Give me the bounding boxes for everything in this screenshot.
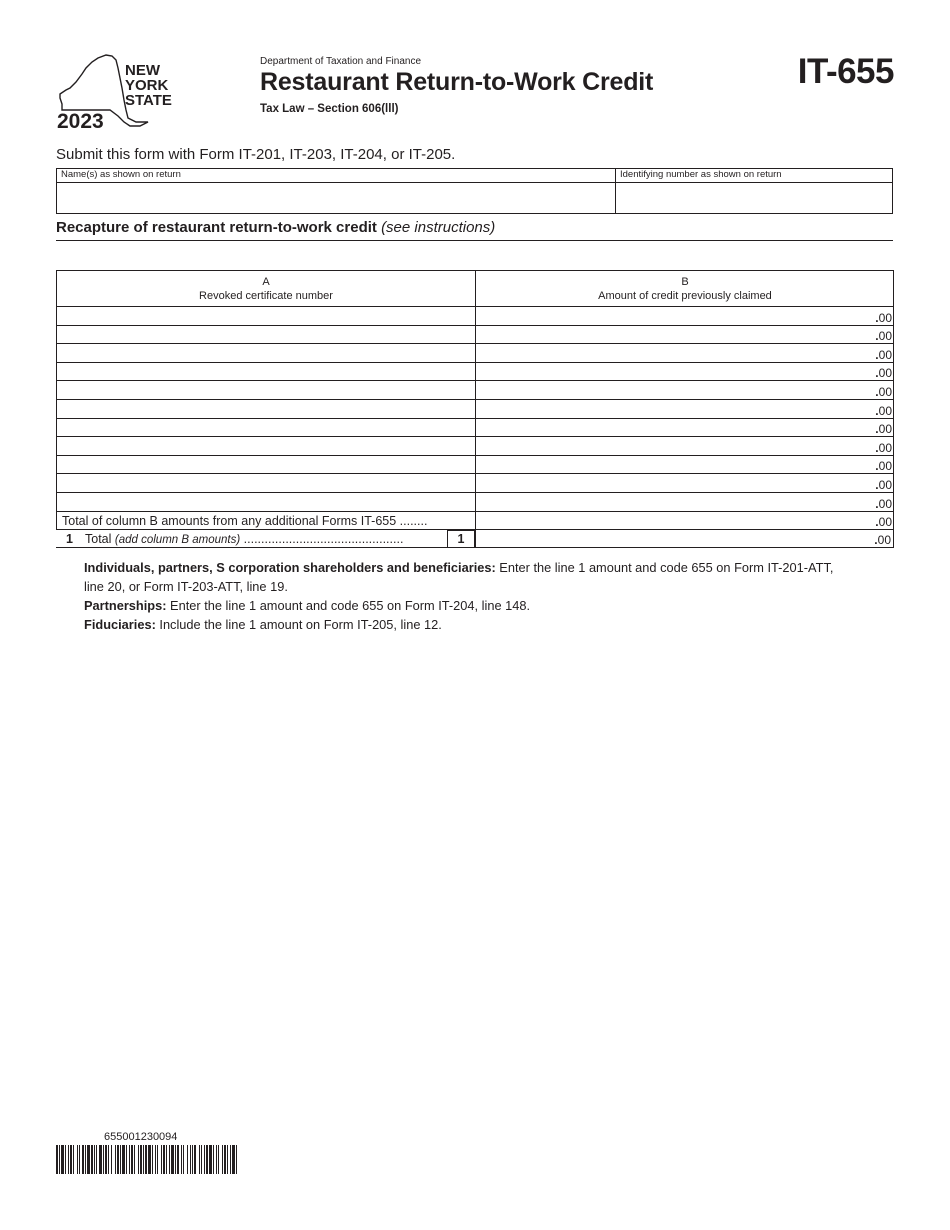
barcode-bar xyxy=(96,1145,97,1174)
additional-forms-row xyxy=(56,512,894,531)
barcode-bar xyxy=(56,1145,58,1174)
table-row xyxy=(56,400,894,419)
barcode-bar xyxy=(201,1145,202,1174)
barcode-bar xyxy=(103,1145,104,1174)
table-header xyxy=(56,270,894,307)
section-hint: (see instructions) xyxy=(381,219,496,236)
credit-amount-cell[interactable] xyxy=(476,437,894,455)
barcode-number: 655001230094 xyxy=(104,1131,178,1143)
certificate-number-cell[interactable] xyxy=(57,326,476,344)
barcode-bar xyxy=(152,1145,153,1174)
barcode-bar xyxy=(187,1145,188,1174)
barcode-bar xyxy=(213,1145,214,1174)
tax-law-reference: Tax Law – Section 606(lll) xyxy=(260,103,399,115)
credit-amount-cell[interactable] xyxy=(476,474,894,492)
table-row xyxy=(56,419,894,438)
column-b-letter: B xyxy=(681,276,689,288)
logo-year: 2023 xyxy=(57,110,104,133)
instruction-partnerships: Partnerships: Enter the line 1 amount and code 655 on Form IT-204, line 148. xyxy=(84,598,531,613)
barcode-bar xyxy=(120,1145,121,1174)
barcode-bar xyxy=(70,1145,72,1174)
barcode-bar xyxy=(82,1145,84,1174)
cents-suffix: .00 xyxy=(875,347,892,362)
barcode-bar xyxy=(206,1145,208,1174)
barcode-bar xyxy=(218,1145,219,1174)
barcode-bar xyxy=(230,1145,231,1174)
barcode-bar xyxy=(126,1145,127,1174)
barcode-bar xyxy=(122,1145,125,1174)
barcode-bar xyxy=(199,1145,200,1174)
cents-suffix: .00 xyxy=(875,422,892,437)
total-amount[interactable] xyxy=(475,530,893,547)
id-number-label: Identifying number as shown on return xyxy=(620,169,782,180)
barcode-bar xyxy=(166,1145,167,1174)
barcode-bar xyxy=(171,1145,174,1174)
cents-suffix: .00 xyxy=(875,477,892,492)
cents-suffix: .00 xyxy=(875,366,892,381)
barcode-bar xyxy=(59,1145,60,1174)
barcode-bar xyxy=(169,1145,170,1174)
certificate-number-cell[interactable] xyxy=(57,474,476,492)
certificate-number-cell[interactable] xyxy=(57,493,476,511)
nys-logo xyxy=(56,52,196,132)
certificate-number-cell[interactable] xyxy=(57,344,476,362)
table-row xyxy=(56,474,894,493)
table-row xyxy=(56,493,894,512)
barcode-bar xyxy=(148,1145,151,1174)
logo-line-1: NEW xyxy=(125,62,160,79)
submit-instruction: Submit this form with Form IT-201, IT-203, IT-204, or IT-205. xyxy=(56,146,456,163)
table-row xyxy=(56,381,894,400)
barcode-bar xyxy=(232,1145,235,1174)
barcode-bar xyxy=(155,1145,156,1174)
barcode-bar xyxy=(115,1145,116,1174)
barcode-bar xyxy=(61,1145,64,1174)
barcode-bar xyxy=(87,1145,90,1174)
barcode-bar xyxy=(77,1145,78,1174)
table-row xyxy=(56,326,894,345)
barcode-bar xyxy=(85,1145,86,1174)
instruction-fiduciaries: Fiduciaries: Include the line 1 amount on Form IT-205, line 12. xyxy=(84,617,442,632)
barcode-bar xyxy=(222,1145,223,1174)
cents-suffix: .00 xyxy=(875,329,892,344)
divider xyxy=(57,182,892,183)
credit-amount-cell[interactable] xyxy=(476,326,894,344)
barcode-bar xyxy=(145,1145,147,1174)
cents-suffix: .00 xyxy=(875,310,892,325)
total-label: Total (add column B amounts) .............................................. xyxy=(85,532,404,547)
section-title: Recapture of restaurant return-to-work credit xyxy=(56,219,377,236)
cents-suffix: .00 xyxy=(875,459,892,474)
credit-amount-cell[interactable] xyxy=(476,381,894,399)
certificate-number-cell[interactable] xyxy=(57,307,476,325)
table-row xyxy=(56,344,894,363)
divider xyxy=(615,169,616,213)
cents-suffix: .00 xyxy=(875,496,892,511)
barcode-bar xyxy=(204,1145,205,1174)
total-row xyxy=(56,530,894,548)
credit-amount-cell[interactable] xyxy=(476,363,894,381)
department-name: Department of Taxation and Finance xyxy=(260,56,422,67)
credit-amount-cell[interactable] xyxy=(476,307,894,325)
additional-forms-label-cell xyxy=(57,512,476,530)
column-b-header xyxy=(476,271,894,306)
barcode-bar xyxy=(99,1145,102,1174)
certificate-number-cell[interactable] xyxy=(57,363,476,381)
barcode-bar xyxy=(183,1145,184,1174)
barcode-bar xyxy=(216,1145,217,1174)
line-number: 1 xyxy=(66,532,73,547)
credit-amount-cell[interactable] xyxy=(476,400,894,418)
cents-suffix: .00 xyxy=(875,515,892,530)
barcode-bar xyxy=(209,1145,212,1174)
certificate-number-cell[interactable] xyxy=(57,381,476,399)
table-row xyxy=(56,456,894,475)
taxpayer-id-box xyxy=(56,168,893,214)
barcode-bar xyxy=(94,1145,95,1174)
column-b-label: Amount of credit previously claimed xyxy=(598,290,772,302)
credit-amount-cell[interactable] xyxy=(476,493,894,511)
cents-suffix: .00 xyxy=(875,403,892,418)
cents-suffix: .00 xyxy=(874,533,891,548)
certificate-number-cell[interactable] xyxy=(57,456,476,474)
barcode-bar xyxy=(192,1145,193,1174)
barcode-bar xyxy=(73,1145,74,1174)
form-title: Restaurant Return-to-Work Credit xyxy=(260,68,654,96)
barcode-bar xyxy=(161,1145,162,1174)
additional-forms-label: Total of column B amounts from any additional Forms IT-655 ........ xyxy=(62,513,428,528)
credit-amount-cell[interactable] xyxy=(476,419,894,437)
barcode-bar xyxy=(157,1145,158,1174)
column-a-label: Revoked certificate number xyxy=(199,290,333,302)
barcode-bar xyxy=(143,1145,144,1174)
barcode-bar xyxy=(129,1145,130,1174)
barcode-bar xyxy=(65,1145,66,1174)
barcode-bar xyxy=(181,1145,182,1174)
barcode-bar xyxy=(236,1145,237,1174)
barcode-bar xyxy=(111,1145,112,1174)
barcode-bar xyxy=(177,1145,179,1174)
barcode-bar xyxy=(190,1145,191,1174)
cents-suffix: .00 xyxy=(875,384,892,399)
barcode-bar xyxy=(175,1145,176,1174)
column-a-letter: A xyxy=(262,276,270,288)
id-number-field[interactable] xyxy=(620,185,892,213)
barcode-bar xyxy=(68,1145,69,1174)
barcode-bar xyxy=(138,1145,139,1174)
credit-amount-cell[interactable] xyxy=(476,344,894,362)
recapture-table xyxy=(56,270,894,548)
barcode-bar xyxy=(163,1145,165,1174)
logo-line-2: YORK xyxy=(125,77,169,94)
barcode-bar xyxy=(134,1145,135,1174)
certificate-number-cell[interactable] xyxy=(57,400,476,418)
barcode-icon xyxy=(56,1145,239,1174)
barcode-bar xyxy=(194,1145,196,1174)
cents-suffix: .00 xyxy=(875,440,892,455)
barcode-bar xyxy=(91,1145,93,1174)
credit-amount-cell[interactable] xyxy=(476,456,894,474)
barcode-bar xyxy=(105,1145,107,1174)
instruction-individuals: Individuals, partners, S corporation shareholders and beneficiaries: Enter the line 1 amount and code 655 on Form IT-201-ATT, line 20, or Form IT-203-ATT, line 19. xyxy=(84,560,834,594)
logo-line-3: STATE xyxy=(125,92,172,109)
name-field[interactable] xyxy=(61,185,615,213)
additional-forms-amount[interactable] xyxy=(476,512,894,530)
form-number: IT-655 xyxy=(797,52,894,91)
barcode-bar xyxy=(117,1145,119,1174)
certificate-number-cell[interactable] xyxy=(57,419,476,437)
barcode-bar xyxy=(79,1145,80,1174)
filing-instructions xyxy=(84,558,844,634)
barcode-bar xyxy=(224,1145,226,1174)
section-heading xyxy=(56,219,893,241)
barcode-bar xyxy=(108,1145,109,1174)
barcode-bar xyxy=(227,1145,228,1174)
certificate-number-cell[interactable] xyxy=(57,437,476,455)
column-a-header xyxy=(57,271,476,306)
line-number-box: 1 xyxy=(447,530,475,547)
table-row xyxy=(56,437,894,456)
barcode-bar xyxy=(131,1145,133,1174)
name-label: Name(s) as shown on return xyxy=(61,169,181,180)
table-row xyxy=(56,307,894,326)
barcode-bar xyxy=(140,1145,142,1174)
table-row xyxy=(56,363,894,382)
